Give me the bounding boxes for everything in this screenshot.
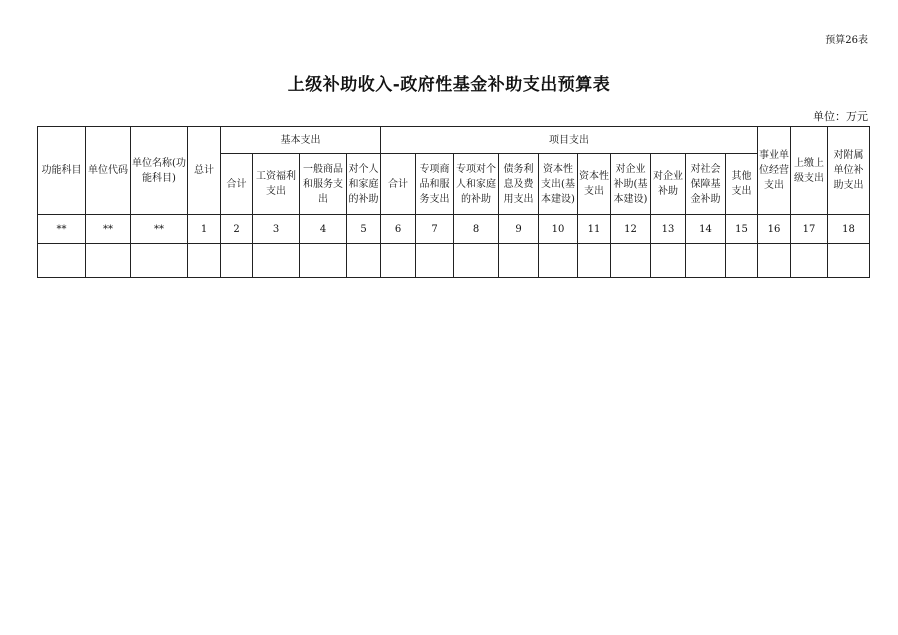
header-enterprise-subsidy: 对企业补助 [651,154,686,215]
header-goods-services: 一般商品和服务支出 [300,154,347,215]
budget-table [37,126,870,278]
header-other-expense: 其他支出 [726,154,758,215]
code-cell: ** [38,215,86,244]
header-basic-subtotal: 合计 [221,154,253,215]
corner-label: 预算26表 [825,35,868,46]
empty-cell [221,244,253,278]
group-project-expense: 项目支出 [381,127,758,154]
code-cell: 16 [758,215,791,244]
empty-cell [828,244,870,278]
code-cell: 9 [499,215,539,244]
code-cell: 6 [381,215,416,244]
group-basic-expense: 基本支出 [221,127,381,154]
header-unit-code: 单位代码 [86,127,131,215]
code-cell: 3 [253,215,300,244]
code-cell: 7 [416,215,454,244]
code-cell: 10 [539,215,578,244]
code-cell: 8 [454,215,499,244]
empty-cell [300,244,347,278]
code-cell: 14 [686,215,726,244]
page-title: 上级补助收入-政府性基金补助支出预算表 [287,75,611,95]
header-social-security-subsidy: 对社会保障基金补助 [686,154,726,215]
header-unit-name: 单位名称(功能科目) [131,127,188,215]
empty-cell [131,244,188,278]
empty-cell [188,244,221,278]
empty-cell [416,244,454,278]
header-project-subtotal: 合计 [381,154,416,215]
header-debt-interest: 债务利息及费用支出 [499,154,539,215]
code-cell: 1 [188,215,221,244]
table-row [38,215,870,244]
header-remit-upper: 上缴上级支出 [791,127,828,215]
header-enterprise-subsidy-construction: 对企业补助(基本建设) [611,154,651,215]
table-row [38,244,870,278]
header-special-goods-services: 专项商品和服务支出 [416,154,454,215]
unit-label: 单位：万元 [813,110,868,123]
header-individual-subsidy: 对个人和家庭的补助 [347,154,381,215]
empty-cell [791,244,828,278]
code-cell: 13 [651,215,686,244]
empty-cell [686,244,726,278]
empty-cell [347,244,381,278]
empty-cell [611,244,651,278]
header-capital-expense: 资本性支出 [578,154,611,215]
code-cell: 5 [347,215,381,244]
code-cell: 12 [611,215,651,244]
empty-cell [726,244,758,278]
empty-cell [539,244,578,278]
code-cell: 17 [791,215,828,244]
header-capital-construction: 资本性支出(基本建设) [539,154,578,215]
empty-cell [38,244,86,278]
empty-cell [381,244,416,278]
code-cell: 4 [300,215,347,244]
empty-cell [758,244,791,278]
empty-cell [454,244,499,278]
empty-cell [578,244,611,278]
empty-cell [499,244,539,278]
header-business-expense: 事业单位经营支出 [758,127,791,215]
code-cell: 15 [726,215,758,244]
empty-cell [651,244,686,278]
code-cell: 18 [828,215,870,244]
header-total: 总计 [188,127,221,215]
header-salary-welfare: 工资福利支出 [253,154,300,215]
code-cell: ** [131,215,188,244]
header-special-individual-subsidy: 专项对个人和家庭的补助 [454,154,499,215]
code-cell: 2 [221,215,253,244]
code-cell: ** [86,215,131,244]
empty-cell [253,244,300,278]
header-func-subject: 功能科目 [38,127,86,215]
empty-cell [86,244,131,278]
header-subsidy-affiliated: 对附属单位补助支出 [828,127,870,215]
code-cell: 11 [578,215,611,244]
